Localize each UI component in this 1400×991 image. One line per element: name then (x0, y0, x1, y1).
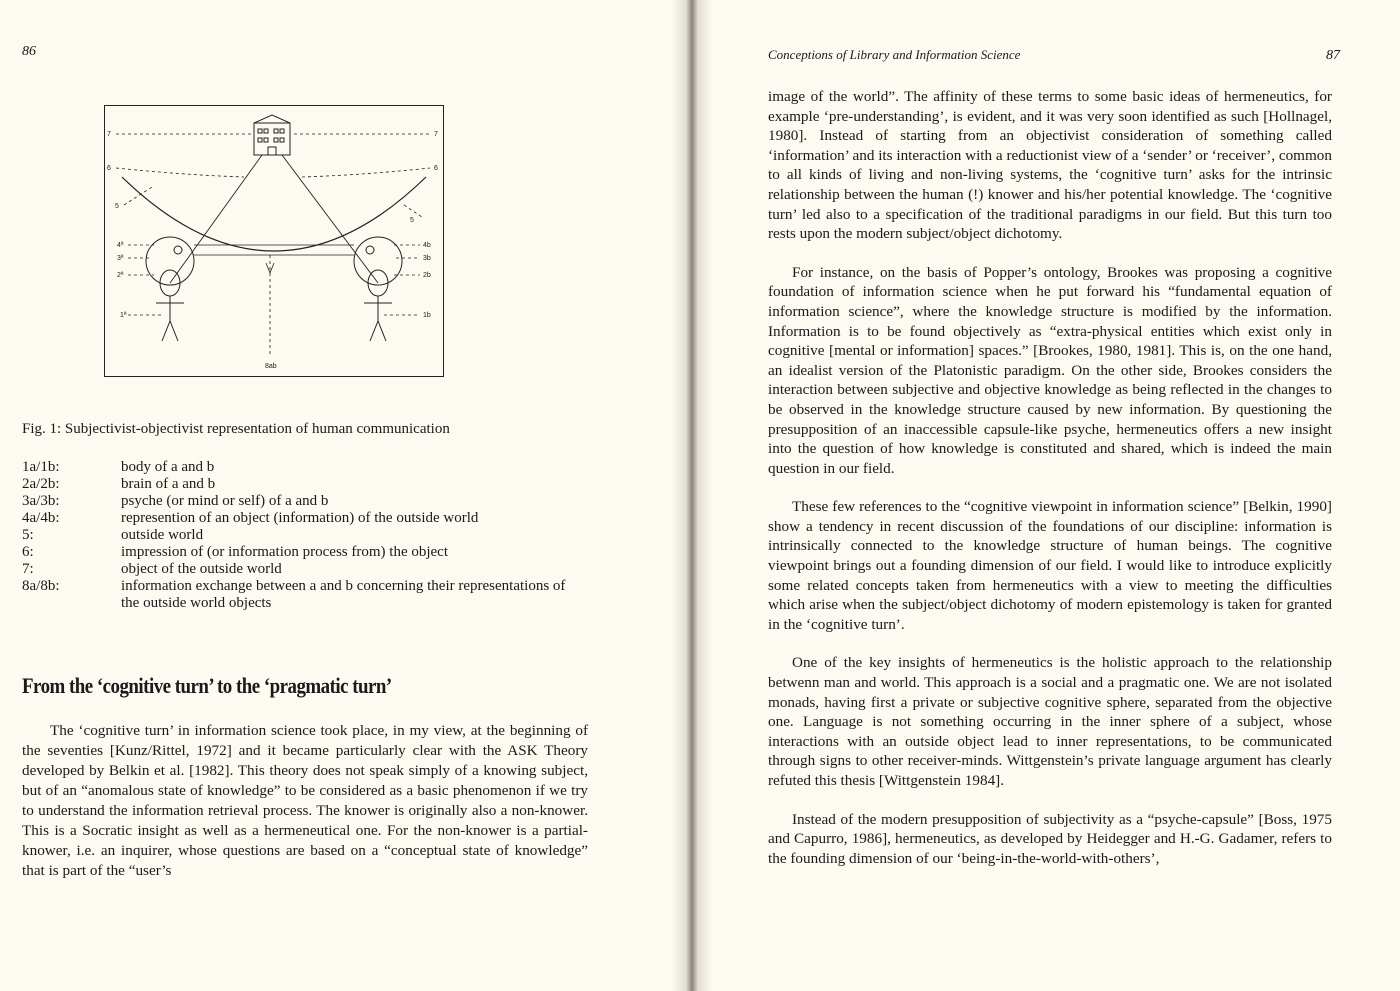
figure-caption: Fig. 1: Subjectivist-objectivist representation of human communication (22, 421, 450, 437)
exchange-band (194, 245, 354, 273)
building-icon (254, 115, 290, 155)
legend-key: 7: (22, 561, 34, 577)
legend-value: outside world (121, 527, 204, 543)
figure-legend (22, 459, 582, 612)
legend-key: 4a/4b: (22, 510, 60, 526)
marker-left-5: 5 (115, 203, 119, 210)
body-paragraph: The ‘cognitive turn’ in information science took place, in my view, at the beginning of the seventies [Kunz/Rittel, 1972] and it became particularly clear with the ASK Theory developed by Belkin et al. [1982]. This theory does not speak simply of a knowing subject, but of an “anomalous state of knowledge” to be considered as a basic phenomenon if we try to understand the information retrieval process. The knower is originally also a non-knower. This is a Socratic insight as well as a hermeneutical one. For the non-knower is a partial-knower, i.e. an inquirer, whose questions are based on a “conceptual state of knowledge” that is part of the “user’s (22, 722, 588, 879)
person-a-figure (146, 237, 194, 341)
marker-left-2: 2ª (117, 272, 124, 279)
running-head: Conceptions of Library and Information Science (768, 47, 1021, 62)
body-paragraph: For instance, on the basis of Popper’s ontology, Brookes was proposing a cognitive foundation of information science when he put forward his “fundamental equation of information science”, where the knowledge structure is modified by the information. Information is to be found objectively as “extra-physical entities which exist only in cognitive [mental or information] spaces.” [Brookes, 1980, 1981]. This is, on the one hand, an idealist version of the Platonistic paradigm. On the other side, Brookes considers the interaction between subjective and objective knowledge as being reflected in the changes to be observed in the knowledge structure caused by new information. By questioning the presupposition of an inaccessible capsule-like psyche, hermeneutics offers a new insight into the question of how knowledge is constituted and shared, which is indeed the main question in our field. (768, 263, 1332, 477)
person-b-figure (354, 237, 402, 341)
marker-left-7: 7 (107, 131, 111, 138)
marker-right-4: 4b (423, 242, 431, 249)
legend-value: information exchange between a and b concerning their representations of the outside world objects (121, 578, 566, 611)
legend-row (22, 476, 582, 493)
legend-key: 5: (22, 527, 34, 543)
marker-right-3: 3b (423, 255, 431, 262)
marker-right-5: 5 (410, 217, 414, 224)
marker-right-1: 1b (423, 312, 431, 319)
section-heading: From the ‘cognitive turn’ to the ‘pragmatic turn’ (22, 673, 392, 698)
book-gutter (672, 0, 712, 991)
legend-key: 8a/8b: (22, 578, 60, 594)
marker-right-7: 7 (434, 131, 438, 138)
page-number-right: 87 (1326, 48, 1340, 63)
legend-key: 1a/1b: (22, 459, 60, 475)
legend-key: 6: (22, 544, 34, 560)
legend-value: psyche (or mind or self) of a and b (121, 493, 329, 509)
marker-right-6: 6 (434, 165, 438, 172)
legend-row (22, 544, 582, 561)
legend-value: brain of a and b (121, 476, 216, 492)
body-paragraph: Instead of the modern presupposition of subjectivity as a “psyche-capsule” [Boss, 1975 and Capurro, 1986], hermeneutics, as developed by Heidegger and H.-G. Gadamer, refers to the founding dimension of our ‘being-in-the-world-with-others’, (768, 810, 1332, 867)
right-page (692, 0, 1400, 991)
marker-left-4: 4ª (117, 242, 124, 249)
communication-diagram (104, 105, 444, 377)
body-paragraph: These few references to the “cognitive viewpoint in information science” [Belkin, 1990] show a tendency in recent discussion of the foundations of our discipline: information is intrinsically connected to the knowledge structure of human beings. The cognitive viewpoint brings out a founding dimension of our field. I would like to introduce explicitly some related concepts taken from hermeneutics with a view to meeting the difficulties which arise when the subject/object dichotomy of modern epistemology is taken for granted in the ‘cognitive turn’. (768, 498, 1332, 633)
right-text-column (768, 87, 1332, 887)
legend-row (22, 527, 582, 544)
legend-row (22, 510, 582, 527)
page-number-left: 86 (22, 44, 36, 59)
legend-key: 3a/3b: (22, 493, 60, 509)
legend-key: 2a/2b: (22, 476, 60, 492)
body-paragraph: One of the key insights of hermeneutics is the holistic approach to the relationship betwenn man and world. This approach is a social and a pragmatic one. We are not isolated monads, having first a private or subjective cognitive sphere, separated from the objective one. Language is not something occurring in the inner sphere of a subject, whose interactions with an outside object lead to inner representations, to be communicated through signs to other receiver-minds. Wittgenstein’s private language argument has clearly refuted this thesis [Wittgenstein 1984]. (768, 654, 1332, 789)
marker-left-6: 6 (107, 165, 111, 172)
legend-row (22, 561, 582, 578)
left-page (0, 0, 692, 991)
marker-right-2: 2b (423, 272, 431, 279)
legend-value: body of a and b (121, 459, 215, 475)
legend-value: impression of (or information process from) the object (121, 544, 448, 560)
marker-bottom-8: 8ab (265, 363, 277, 370)
legend-row (22, 493, 582, 510)
marker-left-1: 1ª (120, 312, 127, 319)
legend-value: object of the outside world (121, 561, 282, 577)
outside-world-arc (122, 177, 426, 251)
marker-left-3: 3ª (117, 255, 124, 262)
legend-value: represention of an object (information) of the outside world (121, 510, 479, 526)
body-paragraph: image of the world”. The affinity of these terms to some basic ideas of hermeneutics, for example ‘pre-understanding’, is evident, and it was very soon identified as such [Hollnagel, 1980]. Instead of starting from an objectivist consideration of something called ‘information’ and its interaction with a reductionist view of a ‘sender’ or ‘receiver’, common to all kinds of living and non-living systems, the ‘cognitive turn’ asks for the intrinsic relationship between the human (!) knower and his/her potential knowledge. The ‘cognitive turn’ led also to a specification of the traditional paradigms in our field. But this turn too rests upon the modern subject/object dichotomy. (768, 88, 1332, 243)
level-lines (116, 134, 430, 355)
legend-row (22, 578, 582, 612)
legend-row (22, 459, 582, 476)
